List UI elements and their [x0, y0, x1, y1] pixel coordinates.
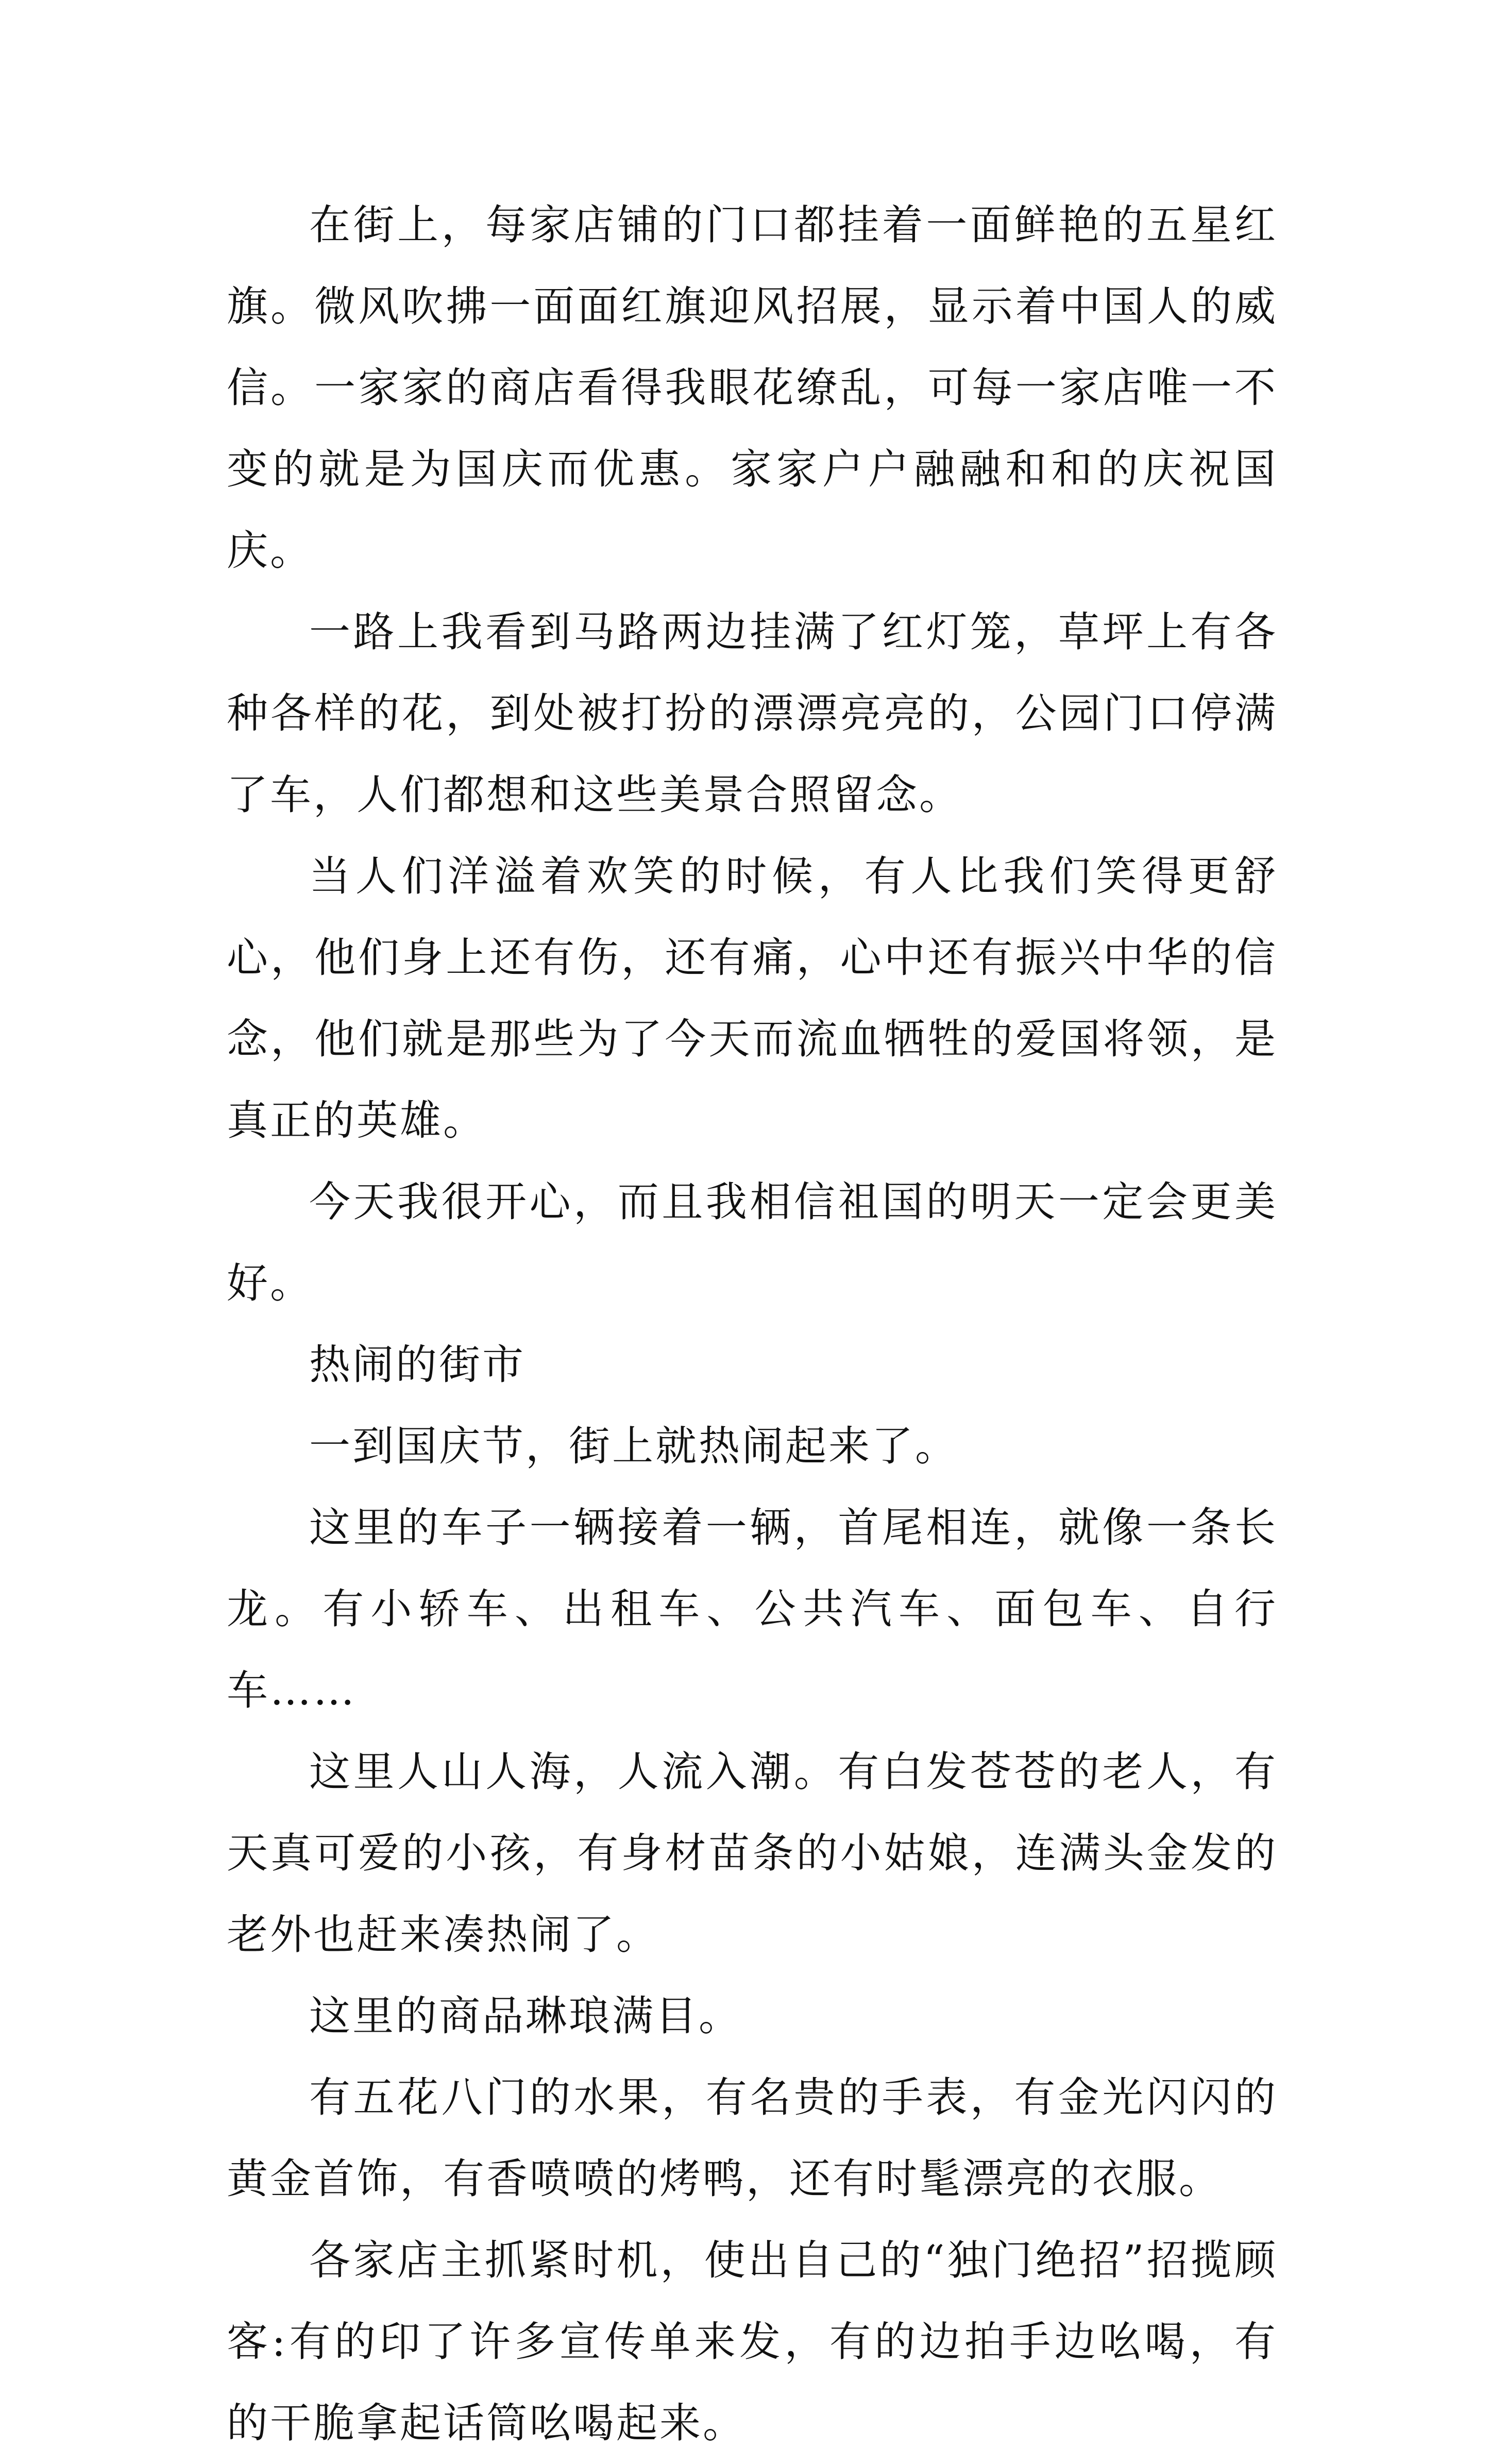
paragraph-happy: 今天我很开心，而且我相信祖国的明天一定会更美好。 [227, 1178, 1278, 1307]
paragraph-goods: 这里的商品琳琅满目。 [309, 1992, 742, 2040]
section-title: 热闹的街市 [309, 1341, 526, 1389]
paragraph-cars: 这里的车子一辆接着一辆，首尾相连，就像一条长龙。有小轿车、出租车、公共汽车、面包车、自行车…… [227, 1504, 1278, 1714]
paragraph-crowds: 这里人山人海，人流入潮。有白发苍苍的老人，有天真可爱的小孩，有身材苗条的小姑娘，连满头金发的老外也赶来凑热闹了。 [227, 1748, 1278, 1959]
paragraph-heroes: 当人们洋溢着欢笑的时候，有人比我们笑得更舒心，他们身上还有伤，还有痛，心中还有振兴中华的信念，他们就是那些为了今天而流血牺牲的爱国将领，是真正的英雄。 [227, 852, 1278, 1144]
paragraph-street-flags: 在街上，每家店铺的门口都挂着一面鲜艳的五星红旗。微风吹拂一面面红旗迎风招展，显示着中国人的威信。一家家的商店看得我眼花缭乱，可每一家店唯一不变的就是为国庆而优惠。家家户户融融和和的庆祝国庆。 [227, 201, 1278, 575]
paragraph-goods-list: 有五花八门的水果，有名贵的手表，有金光闪闪的黄金首饰，有香喷喷的烤鸭，还有时髦漂亮的衣服。 [227, 2073, 1278, 2203]
document-body [227, 184, 1278, 2464]
paragraph-lanterns: 一路上我看到马路两边挂满了红灯笼，草坪上有各种各样的花，到处被打扮的漂漂亮亮的，公园门口停满了车，人们都想和这些美景合照留念。 [227, 608, 1278, 819]
paragraph-national-day: 一到国庆节，街上就热闹起来了。 [309, 1422, 958, 1470]
paragraph-shopkeepers: 各家店主抓紧时机，使出自己的“独门绝招”招揽顾客:有的印了许多宣传单来发，有的边拍手边吆喝，有的干脆拿起话筒吆喝起来。 [227, 2236, 1278, 2447]
